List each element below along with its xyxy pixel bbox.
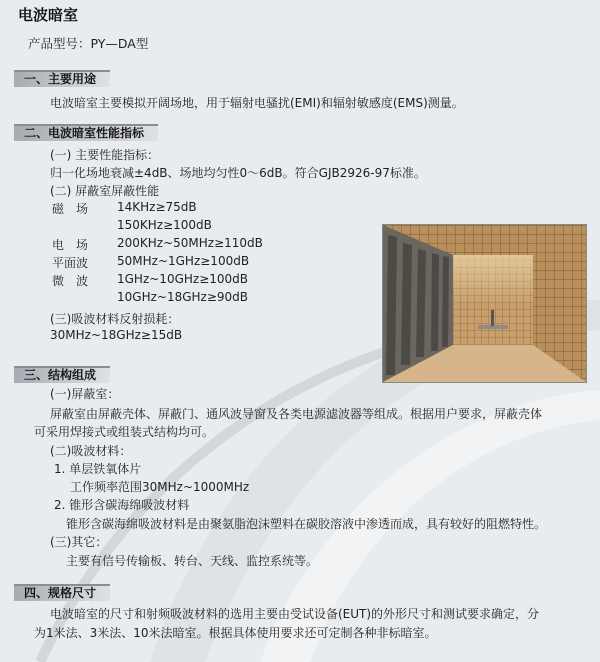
section-heading-dimensions: 四、规格尺寸 (14, 584, 110, 601)
structure-item1-text: 工作频率范围30MHz~1000MHz (70, 480, 250, 494)
structure-item2-text: 锥形含碳海绵吸波材料是由聚氨脂泡沫塑料在碳胶溶液中渗透而成，具有较好的阻燃特性。 (66, 517, 547, 531)
shield-row-label: 电 场 (52, 238, 89, 252)
performance-sub1-text: 归一化场地衰减±4dB、场地均匀性0～6dB。符合GJB2926-97标准。 (50, 166, 426, 180)
shield-row-value: 200KHz~50MHz≥110dB (117, 236, 263, 250)
section-heading-structure: 三、结构组成 (14, 366, 110, 383)
shield-row-label: 微 波 (52, 274, 89, 288)
section-heading-usage: 一、主要用途 (14, 70, 110, 87)
performance-sub2: (二) 屏蔽室屏蔽性能 (50, 184, 160, 198)
chamber-illustration (383, 225, 586, 382)
performance-sub3-text: 30MHz~18GHz≥15dB (50, 328, 183, 342)
structure-sub1-line1: 屏蔽室由屏蔽壳体、屏蔽门、通风波导窗及各类电源滤波器等组成。根据用户要求，屏蔽壳体 (50, 407, 543, 421)
product-model: 产品型号：PY—DA型 (28, 36, 149, 51)
structure-item2: 2. 锥形含碳海绵吸波材料 (54, 498, 190, 512)
structure-sub1: (一)屏蔽室： (50, 387, 120, 401)
structure-sub3: (三)其它： (50, 535, 108, 549)
structure-sub2: (二)吸波材料： (50, 444, 132, 458)
shield-row-label: 磁 场 (52, 202, 89, 216)
shield-row-value: 10GHz~18GHz≥90dB (117, 290, 249, 304)
dimensions-line1: 电波暗室的尺寸和射频吸波材料的选用主要由受试设备(EUT)的外形尺寸和测试要求确定，分 (50, 607, 540, 621)
performance-sub1: (一) 主要性能指标： (50, 148, 160, 162)
shield-row-value: 50MHz~1GHz≥100dB (117, 254, 250, 268)
shield-row-value: 1GHz~10GHz≥100dB (117, 272, 249, 286)
dimensions-line2: 为1米法、3米法、10米法暗室。根据具体使用要求还可定制各种非标暗室。 (34, 626, 437, 640)
anechoic-chamber-photo (382, 224, 587, 383)
performance-sub3: (三)吸波材料反射损耗： (50, 312, 180, 326)
shield-row-label: 平面波 (52, 256, 89, 270)
shield-row-value: 150KHz≥100dB (117, 218, 212, 232)
structure-item1: 1. 单层铁氧体片 (54, 462, 142, 476)
shield-row-value: 14KHz≥75dB (117, 200, 197, 214)
section-heading-performance: 二、电波暗室性能指标 (14, 124, 158, 141)
structure-sub3-text: 主要有信号传输板、转台、天线、监控系统等。 (66, 554, 319, 568)
structure-sub1-line2: 可采用焊接式或组装式结构均可。 (34, 425, 215, 439)
page-title: 电波暗室 (18, 6, 79, 24)
usage-text: 电波暗室主要模拟开阔场地，用于辐射电骚扰(EMI)和辐射敏感度(EMS)测量。 (50, 96, 464, 110)
